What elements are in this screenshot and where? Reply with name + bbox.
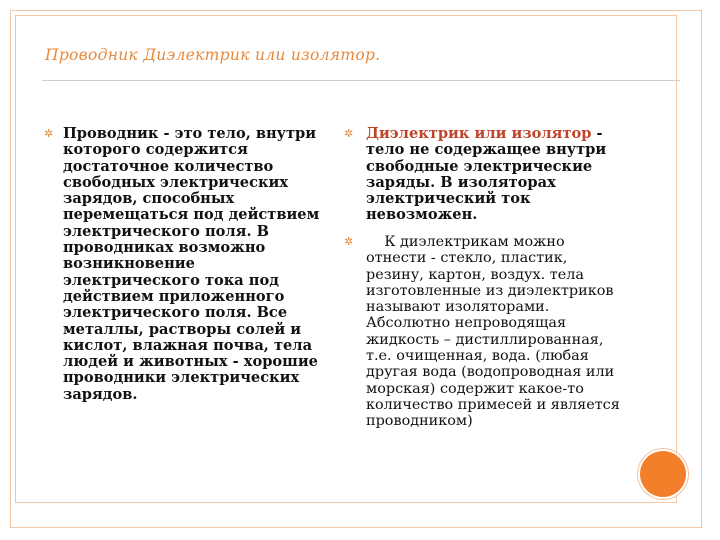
dielectric-paragraph [366,126,628,224]
bullet-icon: ✲ [344,127,354,140]
slide-title: Проводник Диэлектрик или изолятор. [45,46,381,64]
bullet-icon: ✲ [344,235,354,248]
dielectric-term: Диэлектрик или изолятор [366,125,592,142]
conductor-definition: - это тело, внутри которого содержится достаточное количество свободных электрических зарядов, способных перемещаться под действием электрического поля. В проводниках возможно возникновение электрического тока под действием приложенного электрического поля. Все металлы, растворы солей и кислот, влажная почва, тела людей и животных - хорошие проводники электрических зарядов. [63,125,320,403]
dielectric-examples-paragraph: К диэлектрикам можно отнести - стекло, пластик, резину, картон, воздух. тела изготовленные из диэлектриков называют изоляторами. Абсолютно непроводящая жидкость – дистиллированная, т.е. очищенная, вода. (любая другая вода (водопроводная или морская) содержит какое-то количество примесей и является проводником) [366,234,625,430]
dielectric-definition: - тело не содержащее внутри свободные электрические заряды. В изоляторах электрический ток невозможен. [366,125,607,224]
bullet-icon: ✲ [44,127,54,140]
conductor-term: Проводник [63,125,159,142]
orange-circle-decoration [640,451,686,497]
conductor-paragraph [63,126,321,403]
title-divider [42,80,680,81]
